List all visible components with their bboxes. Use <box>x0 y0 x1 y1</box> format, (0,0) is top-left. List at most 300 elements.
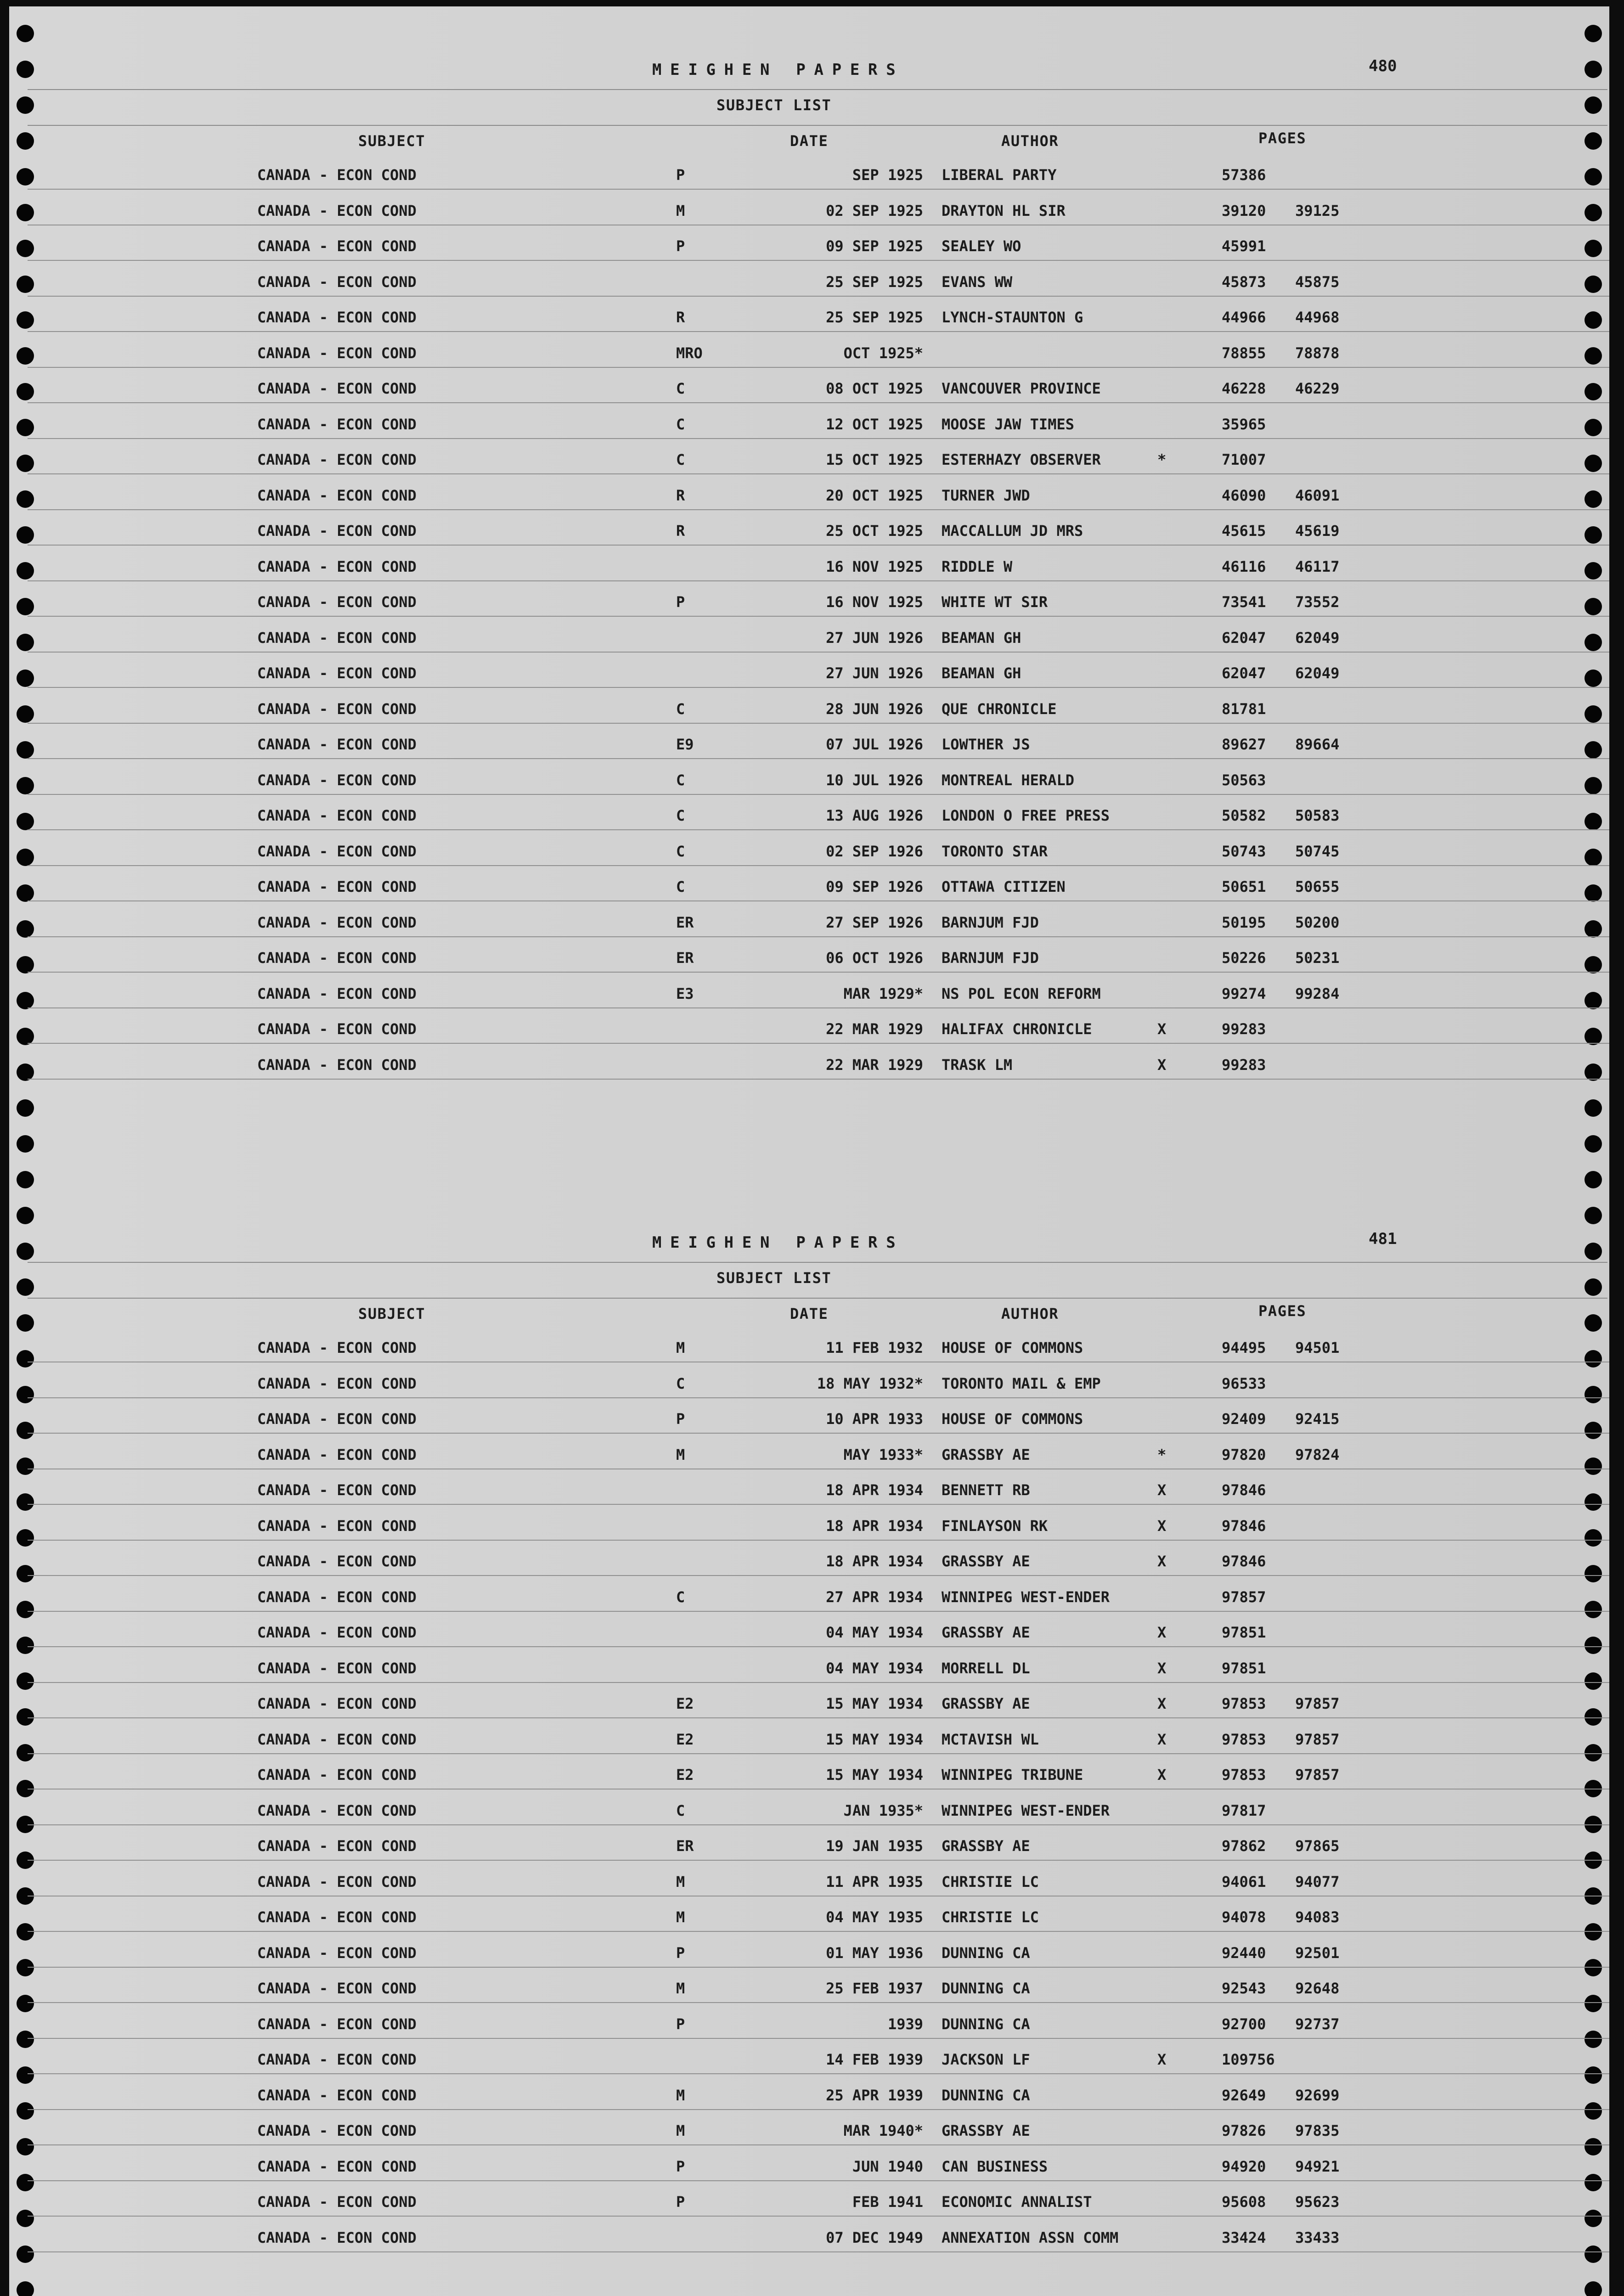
pages-start-cell: 45991 <box>1222 237 1266 255</box>
pages-end-cell: 92737 <box>1295 2015 1340 2033</box>
code-cell: M <box>676 1873 685 1891</box>
mark-cell: X <box>1157 1659 1167 1677</box>
subject-cell: CANADA - ECON COND <box>257 664 417 682</box>
subject-cell: CANADA - ECON COND <box>257 593 417 611</box>
pages-start-cell: 81781 <box>1222 700 1266 718</box>
code-cell: P <box>676 1410 685 1428</box>
code-cell: M <box>676 1339 685 1356</box>
pages-end-cell: 46091 <box>1295 486 1340 504</box>
page-number: 480 <box>1369 57 1397 75</box>
feed-hole <box>17 1243 34 1260</box>
date-cell: 02 SEP 1926 <box>826 842 923 860</box>
pages-start-cell: 97851 <box>1222 1659 1266 1677</box>
date-cell: 04 MAY 1934 <box>826 1624 923 1641</box>
date-cell: 25 OCT 1925 <box>826 522 923 540</box>
author-cell: MOOSE JAW TIMES <box>942 415 1074 433</box>
table-row <box>9 1968 1609 2003</box>
pages-start-cell: 50582 <box>1222 807 1266 824</box>
pages-start-cell: 50563 <box>1222 771 1266 789</box>
author-cell: GRASSBY AE <box>942 1624 1030 1641</box>
code-cell: C <box>676 380 685 397</box>
subject-cell: CANADA - ECON COND <box>257 842 417 860</box>
table-row <box>9 190 1609 225</box>
table-row <box>9 1683 1609 1718</box>
pages-start-cell: 92649 <box>1222 2086 1266 2104</box>
code-cell: C <box>676 451 685 468</box>
pages-end-cell: 99284 <box>1295 985 1340 1002</box>
subject-cell: CANADA - ECON COND <box>257 557 417 575</box>
author-cell: QUE CHRONICLE <box>942 700 1057 718</box>
date-cell: 13 AUG 1926 <box>826 807 923 824</box>
feed-hole <box>17 61 34 78</box>
table-row <box>9 581 1609 617</box>
author-cell: ECONOMIC ANNALIST <box>942 2193 1092 2211</box>
column-header-subject: SUBJECT <box>358 1305 426 1322</box>
subject-cell: CANADA - ECON COND <box>257 237 417 255</box>
pages-end-cell: 50231 <box>1295 949 1340 967</box>
author-cell: DUNNING CA <box>942 2086 1030 2104</box>
author-cell: ESTERHAZY OBSERVER <box>942 451 1101 468</box>
author-cell: BARNJUM FJD <box>942 913 1039 931</box>
subject-cell: CANADA - ECON COND <box>257 1374 417 1392</box>
subject-cell: CANADA - ECON COND <box>257 202 417 219</box>
date-cell: 14 FEB 1939 <box>826 2051 923 2068</box>
subject-cell: CANADA - ECON COND <box>257 1481 417 1499</box>
pages-start-cell: 96533 <box>1222 1374 1266 1392</box>
pages-start-cell: 97857 <box>1222 1588 1266 1606</box>
pages-start-cell: 97853 <box>1222 1766 1266 1784</box>
column-header-author: AUTHOR <box>1001 132 1059 150</box>
subject-cell: CANADA - ECON COND <box>257 985 417 1002</box>
mark-cell: X <box>1157 1056 1167 1074</box>
author-cell: OTTAWA CITIZEN <box>942 878 1066 895</box>
code-cell: P <box>676 1944 685 1962</box>
subject-cell: CANADA - ECON COND <box>257 1695 417 1712</box>
mark-cell: X <box>1157 1624 1167 1641</box>
subject-cell: CANADA - ECON COND <box>257 2015 417 2033</box>
subject-cell: CANADA - ECON COND <box>257 344 417 362</box>
author-cell: GRASSBY AE <box>942 1837 1030 1855</box>
pages-end-cell: 45875 <box>1295 273 1340 291</box>
date-cell: 19 JAN 1935 <box>826 1837 923 1855</box>
subject-cell: CANADA - ECON COND <box>257 1624 417 1641</box>
author-cell: NS POL ECON REFORM <box>942 985 1101 1002</box>
pages-end-cell: 95623 <box>1295 2193 1340 2211</box>
subject-cell: CANADA - ECON COND <box>257 1410 417 1428</box>
pages-end-cell: 94501 <box>1295 1339 1340 1356</box>
code-cell: M <box>676 2122 685 2139</box>
date-cell: 25 APR 1939 <box>826 2086 923 2104</box>
subject-cell: CANADA - ECON COND <box>257 380 417 397</box>
mark-cell: X <box>1157 1517 1167 1535</box>
subject-cell: CANADA - ECON COND <box>257 451 417 468</box>
author-cell: FINLAYSON RK <box>942 1517 1048 1535</box>
pages-end-cell: 94921 <box>1295 2157 1340 2175</box>
feed-hole <box>1585 1243 1602 1260</box>
feed-hole <box>1585 132 1602 150</box>
pages-end-cell: 97835 <box>1295 2122 1340 2139</box>
table-row <box>9 973 1609 1008</box>
pages-start-cell: 92700 <box>1222 2015 1266 2033</box>
code-cell: MRO <box>676 344 703 362</box>
feed-hole <box>1585 1207 1602 1224</box>
author-cell: SEALEY WO <box>942 237 1021 255</box>
code-cell: E3 <box>676 985 694 1002</box>
table-row <box>9 1719 1609 1754</box>
code-cell: R <box>676 522 685 540</box>
date-cell: 27 JUN 1926 <box>826 629 923 647</box>
pages-start-cell: 94920 <box>1222 2157 1266 2175</box>
date-cell: MAR 1940* <box>843 2122 923 2139</box>
table-row <box>9 439 1609 474</box>
pages-start-cell: 97846 <box>1222 1481 1266 1499</box>
pages-end-cell: 45619 <box>1295 522 1340 540</box>
author-cell: DUNNING CA <box>942 1980 1030 1997</box>
table-row <box>9 724 1609 759</box>
pages-start-cell: 33424 <box>1222 2228 1266 2246</box>
date-cell: 04 MAY 1934 <box>826 1659 923 1677</box>
date-cell: JAN 1935* <box>843 1801 923 1819</box>
date-cell: 18 MAY 1932* <box>817 1374 923 1392</box>
date-cell: 15 OCT 1925 <box>826 451 923 468</box>
author-cell: BENNETT RB <box>942 1481 1030 1499</box>
subject-cell: CANADA - ECON COND <box>257 1801 417 1819</box>
date-cell: 10 APR 1933 <box>826 1410 923 1428</box>
pages-start-cell: 62047 <box>1222 664 1266 682</box>
subject-cell: CANADA - ECON COND <box>257 2086 417 2104</box>
author-cell: WHITE WT SIR <box>942 593 1048 611</box>
table-row <box>9 404 1609 439</box>
author-cell: BEAMAN GH <box>942 629 1021 647</box>
column-header-pages: PAGES <box>1258 1302 1307 1320</box>
date-cell: 15 MAY 1934 <box>826 1730 923 1748</box>
date-cell: 18 APR 1934 <box>826 1481 923 1499</box>
code-cell: ER <box>676 1837 694 1855</box>
printout-sheet <box>9 6 1609 2296</box>
author-cell: CAN BUSINESS <box>942 2157 1048 2175</box>
table-row <box>9 1612 1609 1647</box>
pages-end-cell: 92415 <box>1295 1410 1340 1428</box>
author-cell: ANNEXATION ASSN COMM <box>942 2228 1119 2246</box>
code-cell: P <box>676 166 685 184</box>
pages-start-cell: 99283 <box>1222 1056 1266 1074</box>
code-cell: P <box>676 2157 685 2175</box>
column-header-date: DATE <box>790 132 829 150</box>
pages-start-cell: 50743 <box>1222 842 1266 860</box>
table-row <box>9 1469 1609 1505</box>
author-cell: MONTREAL HERALD <box>942 771 1074 789</box>
table-row <box>9 653 1609 688</box>
date-cell: 25 SEP 1925 <box>826 309 923 326</box>
author-cell: HALIFAX CHRONICLE <box>942 1020 1092 1038</box>
date-cell: MAY 1933* <box>843 1446 923 1463</box>
pages-end-cell: 46229 <box>1295 380 1340 397</box>
code-cell: M <box>676 1980 685 1997</box>
pages-start-cell: 50651 <box>1222 878 1266 895</box>
mark-cell: X <box>1157 1730 1167 1748</box>
pages-end-cell: 62049 <box>1295 629 1340 647</box>
page-title: MEIGHEN PAPERS <box>652 61 904 79</box>
date-cell: 15 MAY 1934 <box>826 1695 923 1712</box>
subject-list-heading: SUBJECT LIST <box>716 96 832 114</box>
column-header-pages: PAGES <box>1258 129 1307 147</box>
pages-start-cell: 99283 <box>1222 1020 1266 1038</box>
feed-hole <box>1585 1171 1602 1188</box>
mark-cell: X <box>1157 1481 1167 1499</box>
table-row <box>9 1505 1609 1541</box>
author-cell: VANCOUVER PROVINCE <box>942 380 1101 397</box>
pages-start-cell: 97851 <box>1222 1624 1266 1641</box>
table-row <box>9 617 1609 653</box>
pages-start-cell: 97826 <box>1222 2122 1266 2139</box>
subject-cell: CANADA - ECON COND <box>257 807 417 824</box>
subject-cell: CANADA - ECON COND <box>257 2193 417 2211</box>
pages-start-cell: 97853 <box>1222 1730 1266 1748</box>
table-row <box>9 1648 1609 1683</box>
code-cell: M <box>676 1908 685 1926</box>
pages-end-cell: 97865 <box>1295 1837 1340 1855</box>
mark-cell: * <box>1157 1446 1167 1463</box>
date-cell: 20 OCT 1925 <box>826 486 923 504</box>
subject-cell: CANADA - ECON COND <box>257 913 417 931</box>
pages-end-cell: 50200 <box>1295 913 1340 931</box>
subject-cell: CANADA - ECON COND <box>257 522 417 540</box>
author-cell: TORONTO STAR <box>942 842 1048 860</box>
author-cell: LYNCH-STAUNTON G <box>942 309 1083 326</box>
date-cell: 18 APR 1934 <box>826 1553 923 1570</box>
feed-hole <box>1585 1099 1602 1117</box>
table-row <box>9 1932 1609 1968</box>
table-row <box>9 546 1609 581</box>
pages-start-cell: 99274 <box>1222 985 1266 1002</box>
date-cell: 25 SEP 1925 <box>826 273 923 291</box>
date-cell: 16 NOV 1925 <box>826 557 923 575</box>
date-cell: 15 MAY 1934 <box>826 1766 923 1784</box>
table-row <box>9 225 1609 261</box>
author-cell: WINNIPEG WEST-ENDER <box>942 1801 1110 1819</box>
table-row <box>9 2217 1609 2252</box>
table-row <box>9 2181 1609 2217</box>
subject-cell: CANADA - ECON COND <box>257 309 417 326</box>
date-cell: SEP 1925 <box>852 166 923 184</box>
date-cell: 02 SEP 1925 <box>826 202 923 219</box>
date-cell: 11 APR 1935 <box>826 1873 923 1891</box>
pages-end-cell: 97857 <box>1295 1766 1340 1784</box>
pages-start-cell: 35965 <box>1222 415 1266 433</box>
feed-hole <box>17 1207 34 1224</box>
code-cell: E2 <box>676 1766 694 1784</box>
author-cell: DUNNING CA <box>942 2015 1030 2033</box>
pages-end-cell: 33433 <box>1295 2228 1340 2246</box>
feed-hole <box>17 25 34 42</box>
table-row <box>9 1825 1609 1861</box>
date-cell: OCT 1925* <box>843 344 923 362</box>
date-cell: 25 FEB 1937 <box>826 1980 923 1997</box>
table-row <box>9 2075 1609 2110</box>
code-cell: P <box>676 2193 685 2211</box>
pages-end-cell: 97857 <box>1295 1695 1340 1712</box>
table-row <box>9 1044 1609 1080</box>
date-cell: 10 JUL 1926 <box>826 771 923 789</box>
code-cell: C <box>676 415 685 433</box>
date-cell: 12 OCT 1925 <box>826 415 923 433</box>
feed-hole <box>17 1171 34 1188</box>
pages-end-cell: 92648 <box>1295 1980 1340 1997</box>
pages-start-cell: 71007 <box>1222 451 1266 468</box>
code-cell: C <box>676 771 685 789</box>
author-cell: DRAYTON HL SIR <box>942 202 1066 219</box>
mark-cell: X <box>1157 1695 1167 1712</box>
page-title: MEIGHEN PAPERS <box>652 1233 904 1252</box>
subject-cell: CANADA - ECON COND <box>257 1553 417 1570</box>
feed-hole <box>17 132 34 150</box>
subject-cell: CANADA - ECON COND <box>257 166 417 184</box>
date-cell: 27 SEP 1926 <box>826 913 923 931</box>
mark-cell: * <box>1157 451 1167 468</box>
pages-start-cell: 73541 <box>1222 593 1266 611</box>
author-cell: RIDDLE W <box>942 557 1013 575</box>
table-row <box>9 332 1609 368</box>
subject-cell: CANADA - ECON COND <box>257 2228 417 2246</box>
pages-start-cell: 45615 <box>1222 522 1266 540</box>
pages-start-cell: 39120 <box>1222 202 1266 219</box>
pages-start-cell: 94078 <box>1222 1908 1266 1926</box>
code-cell: R <box>676 486 685 504</box>
pages-end-cell: 78878 <box>1295 344 1340 362</box>
author-cell: WINNIPEG TRIBUNE <box>942 1766 1083 1784</box>
feed-hole <box>17 96 34 114</box>
code-cell: ER <box>676 913 694 931</box>
author-cell: LIBERAL PARTY <box>942 166 1057 184</box>
feed-hole <box>17 1099 34 1117</box>
table-row <box>9 297 1609 332</box>
code-cell: C <box>676 700 685 718</box>
pages-end-cell: 97857 <box>1295 1730 1340 1748</box>
date-cell: 01 MAY 1936 <box>826 1944 923 1962</box>
table-row <box>9 2039 1609 2074</box>
author-cell: EVANS WW <box>942 273 1013 291</box>
table-row <box>9 1790 1609 1825</box>
table-row <box>9 902 1609 937</box>
author-cell: GRASSBY AE <box>942 1695 1030 1712</box>
date-cell: 11 FEB 1932 <box>826 1339 923 1356</box>
author-cell: GRASSBY AE <box>942 1553 1030 1570</box>
pages-end-cell: 92699 <box>1295 2086 1340 2104</box>
subject-cell: CANADA - ECON COND <box>257 1020 417 1038</box>
mark-cell: X <box>1157 1766 1167 1784</box>
pages-end-cell: 73552 <box>1295 593 1340 611</box>
pages-start-cell: 97817 <box>1222 1801 1266 1819</box>
author-cell: GRASSBY AE <box>942 1446 1030 1463</box>
date-cell: FEB 1941 <box>852 2193 923 2211</box>
subject-cell: CANADA - ECON COND <box>257 629 417 647</box>
subject-cell: CANADA - ECON COND <box>257 1339 417 1356</box>
code-cell: M <box>676 2086 685 2104</box>
subject-cell: CANADA - ECON COND <box>257 2051 417 2068</box>
feed-hole <box>17 1135 34 1153</box>
table-row <box>9 2003 1609 2039</box>
pages-end-cell: 94077 <box>1295 1873 1340 1891</box>
date-cell: 04 MAY 1935 <box>826 1908 923 1926</box>
pages-end-cell: 39125 <box>1295 202 1340 219</box>
code-cell: E2 <box>676 1730 694 1748</box>
pages-start-cell: 97862 <box>1222 1837 1266 1855</box>
table-row <box>9 1327 1609 1362</box>
pages-start-cell: 92440 <box>1222 1944 1266 1962</box>
pages-end-cell: 89664 <box>1295 736 1340 753</box>
author-cell: LONDON O FREE PRESS <box>942 807 1110 824</box>
pages-start-cell: 97820 <box>1222 1446 1266 1463</box>
subject-list-heading: SUBJECT LIST <box>716 1269 832 1287</box>
pages-end-cell: 46117 <box>1295 557 1340 575</box>
date-cell: 09 SEP 1925 <box>826 237 923 255</box>
pages-end-cell: 50655 <box>1295 878 1340 895</box>
author-cell: HOUSE OF COMMONS <box>942 1339 1083 1356</box>
author-cell: TORONTO MAIL & EMP <box>942 1374 1101 1392</box>
table-row <box>9 1896 1609 1932</box>
pages-end-cell: 97824 <box>1295 1446 1340 1463</box>
author-cell: WINNIPEG WEST-ENDER <box>942 1588 1110 1606</box>
author-cell: DUNNING CA <box>942 1944 1030 1962</box>
subject-cell: CANADA - ECON COND <box>257 736 417 753</box>
subject-cell: CANADA - ECON COND <box>257 771 417 789</box>
code-cell: C <box>676 1374 685 1392</box>
code-cell: P <box>676 2015 685 2033</box>
pages-end-cell: 50745 <box>1295 842 1340 860</box>
code-cell: R <box>676 309 685 326</box>
feed-hole <box>1585 1135 1602 1153</box>
table-row <box>9 760 1609 795</box>
date-cell: 16 NOV 1925 <box>826 593 923 611</box>
table-row <box>9 510 1609 546</box>
pages-start-cell: 95608 <box>1222 2193 1266 2211</box>
table-row <box>9 261 1609 297</box>
author-cell: JACKSON LF <box>942 2051 1030 2068</box>
feed-hole <box>1585 61 1602 78</box>
subject-cell: CANADA - ECON COND <box>257 949 417 967</box>
pages-end-cell: 44968 <box>1295 309 1340 326</box>
pages-start-cell: 45873 <box>1222 273 1266 291</box>
table-row <box>9 1861 1609 1896</box>
table-row <box>9 2146 1609 2181</box>
pages-start-cell: 57386 <box>1222 166 1266 184</box>
pages-start-cell: 62047 <box>1222 629 1266 647</box>
feed-hole <box>1585 96 1602 114</box>
pages-start-cell: 109756 <box>1222 2051 1275 2068</box>
column-header-date: DATE <box>790 1305 829 1322</box>
date-cell: JUN 1940 <box>852 2157 923 2175</box>
author-cell: LOWTHER JS <box>942 736 1030 753</box>
mark-cell: X <box>1157 2051 1167 2068</box>
row-rule-line <box>28 1079 1609 1080</box>
date-cell: 07 DEC 1949 <box>826 2228 923 2246</box>
code-cell: ER <box>676 949 694 967</box>
subject-cell: CANADA - ECON COND <box>257 878 417 895</box>
date-cell: 28 JUN 1926 <box>826 700 923 718</box>
column-header-author: AUTHOR <box>1001 1305 1059 1322</box>
subject-cell: CANADA - ECON COND <box>257 486 417 504</box>
date-cell: MAR 1929* <box>843 985 923 1002</box>
pages-start-cell: 46090 <box>1222 486 1266 504</box>
code-cell: M <box>676 1446 685 1463</box>
author-cell: TRASK LM <box>942 1056 1013 1074</box>
feed-hole <box>17 2281 34 2296</box>
subject-cell: CANADA - ECON COND <box>257 415 417 433</box>
pages-start-cell: 97846 <box>1222 1553 1266 1570</box>
table-row <box>9 795 1609 830</box>
subject-cell: CANADA - ECON COND <box>257 1908 417 1926</box>
subject-cell: CANADA - ECON COND <box>257 1659 417 1677</box>
